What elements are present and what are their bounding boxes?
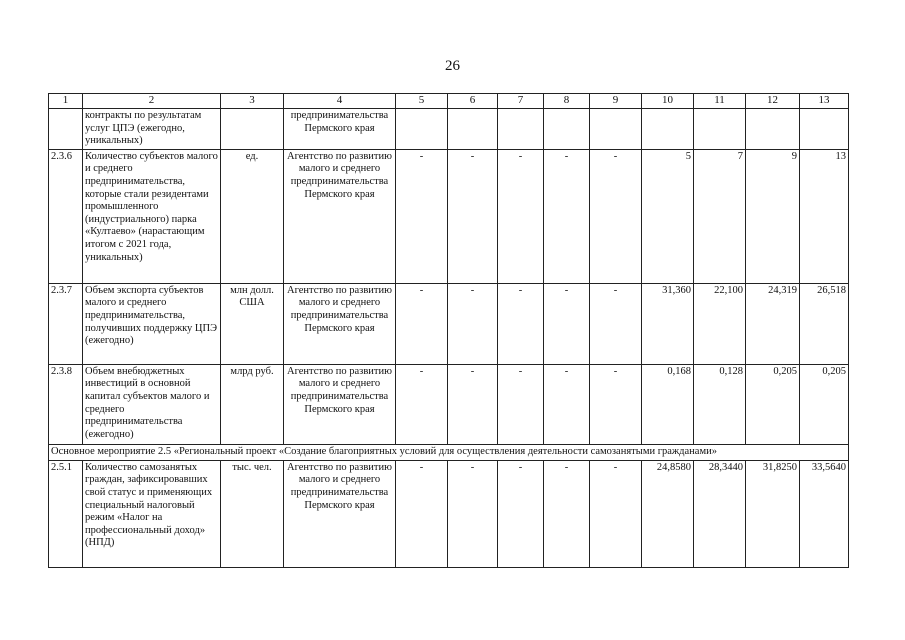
value-cell: 0,205 xyxy=(746,364,800,444)
executor: Агентство по развитию малого и среднего предпринимательства Пермского края xyxy=(284,149,396,283)
value-cell: 5 xyxy=(642,149,694,283)
table-row xyxy=(49,283,849,364)
indicator-name: Количество субъектов малого и среднего предпринимательства, которые стали резидентами промышленного (индустриального) парка «Култаево» (нарастающим итогом с 2021 года, уникальных) xyxy=(83,149,221,283)
col-header: 2 xyxy=(83,94,221,109)
col-header: 7 xyxy=(498,94,544,109)
col-header: 3 xyxy=(221,94,284,109)
value-cell: - xyxy=(396,283,448,364)
section-row xyxy=(49,444,849,460)
value-cell: - xyxy=(590,364,642,444)
col-header: 10 xyxy=(642,94,694,109)
value-cell xyxy=(694,109,746,150)
value-cell: 7 xyxy=(694,149,746,283)
executor: предпринимательства Пермского края xyxy=(284,109,396,150)
value-cell: 31,8250 xyxy=(746,460,800,567)
value-cell: - xyxy=(590,283,642,364)
value-cell: - xyxy=(448,283,498,364)
row-number: 2.3.6 xyxy=(49,149,83,283)
col-header: 11 xyxy=(694,94,746,109)
value-cell xyxy=(800,109,849,150)
value-cell xyxy=(590,109,642,150)
value-cell: - xyxy=(544,149,590,283)
value-cell: 0,168 xyxy=(642,364,694,444)
table-row xyxy=(49,109,849,150)
unit: ед. xyxy=(221,149,284,283)
executor: Агентство по развитию малого и среднего предпринимательства Пермского края xyxy=(284,283,396,364)
col-header: 4 xyxy=(284,94,396,109)
value-cell: - xyxy=(396,460,448,567)
row-number: 2.5.1 xyxy=(49,460,83,567)
value-cell: 0,128 xyxy=(694,364,746,444)
value-cell: - xyxy=(448,364,498,444)
executor: Агентство по развитию малого и среднего предпринимательства Пермского края xyxy=(284,364,396,444)
value-cell: - xyxy=(396,149,448,283)
value-cell: 13 xyxy=(800,149,849,283)
unit: млн долл. США xyxy=(221,283,284,364)
indicator-name: Объем внебюджетных инвестиций в основной капитал субъектов малого и среднего предпринимательства (ежегодно) xyxy=(83,364,221,444)
table-row xyxy=(49,364,849,444)
value-cell xyxy=(396,109,448,150)
value-cell: 26,518 xyxy=(800,283,849,364)
col-header: 13 xyxy=(800,94,849,109)
page-number: 26 xyxy=(445,58,460,74)
value-cell: 24,8580 xyxy=(642,460,694,567)
value-cell xyxy=(448,109,498,150)
value-cell: 22,100 xyxy=(694,283,746,364)
table-header xyxy=(49,94,849,109)
value-cell xyxy=(746,109,800,150)
table-row xyxy=(49,460,849,567)
value-cell: - xyxy=(448,149,498,283)
indicators-table xyxy=(48,93,849,568)
value-cell: - xyxy=(544,364,590,444)
section-title: Основное мероприятие 2.5 «Региональный проект «Создание благоприятных условий для осуществления деятельности самозанятыми гражданами» xyxy=(49,444,849,460)
value-cell: 0,205 xyxy=(800,364,849,444)
value-cell: 9 xyxy=(746,149,800,283)
value-cell xyxy=(498,109,544,150)
col-header: 8 xyxy=(544,94,590,109)
value-cell: - xyxy=(448,460,498,567)
col-header: 6 xyxy=(448,94,498,109)
col-header: 5 xyxy=(396,94,448,109)
row-number xyxy=(49,109,83,150)
row-number: 2.3.8 xyxy=(49,364,83,444)
unit: тыс. чел. xyxy=(221,460,284,567)
col-header: 12 xyxy=(746,94,800,109)
value-cell xyxy=(544,109,590,150)
value-cell: - xyxy=(498,460,544,567)
indicator-name: Количество самозанятых граждан, зафиксировавших свой статус и применяющих специальный налоговый режим «Налог на профессиональный доход» (НПД) xyxy=(83,460,221,567)
value-cell xyxy=(642,109,694,150)
value-cell: - xyxy=(544,283,590,364)
value-cell: 28,3440 xyxy=(694,460,746,567)
value-cell: - xyxy=(590,149,642,283)
value-cell: 24,319 xyxy=(746,283,800,364)
executor: Агентство по развитию малого и среднего предпринимательства Пермского края xyxy=(284,460,396,567)
value-cell: - xyxy=(396,364,448,444)
unit xyxy=(221,109,284,150)
table-row xyxy=(49,149,849,283)
row-number: 2.3.7 xyxy=(49,283,83,364)
col-header: 1 xyxy=(49,94,83,109)
value-cell: - xyxy=(498,149,544,283)
header-row xyxy=(49,94,849,109)
col-header: 9 xyxy=(590,94,642,109)
indicator-name: Объем экспорта субъектов малого и среднего предпринимательства, получивших поддержку ЦПЭ (ежегодно) xyxy=(83,283,221,364)
unit: млрд руб. xyxy=(221,364,284,444)
value-cell: - xyxy=(498,283,544,364)
value-cell: 33,5640 xyxy=(800,460,849,567)
value-cell: - xyxy=(498,364,544,444)
value-cell: 31,360 xyxy=(642,283,694,364)
value-cell: - xyxy=(544,460,590,567)
value-cell: - xyxy=(590,460,642,567)
indicator-name: контракты по результатам услуг ЦПЭ (ежегодно, уникальных) xyxy=(83,109,221,150)
